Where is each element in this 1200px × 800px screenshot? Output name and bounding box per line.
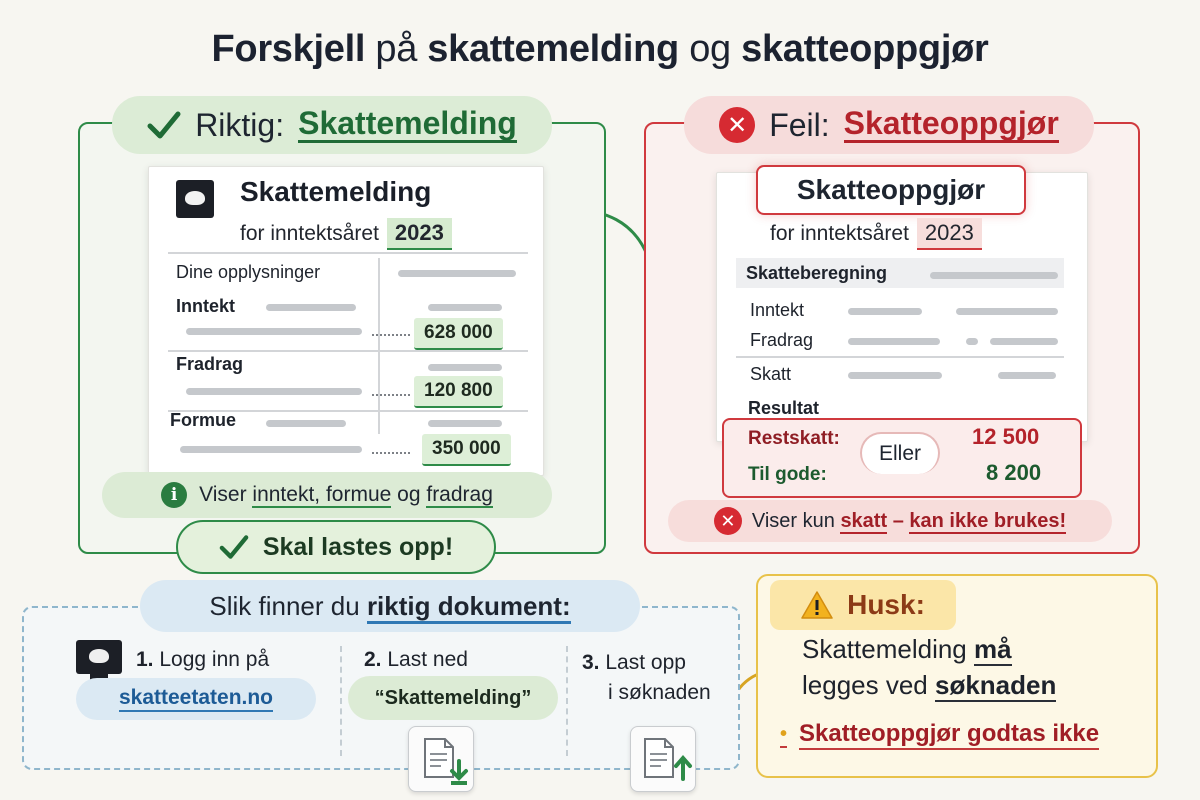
value-formue: 350 000	[422, 434, 511, 466]
restskatt-value: 12 500	[972, 424, 1040, 449]
row-label-skatt: Skatt	[750, 364, 792, 384]
section-label: Skatteberegning	[746, 263, 888, 283]
step-divider	[340, 646, 342, 756]
placeholder-line	[990, 338, 1058, 345]
checkmark-icon	[147, 110, 181, 140]
placeholder-line	[180, 446, 362, 453]
correct-header	[112, 96, 552, 154]
placeholder-line	[848, 308, 922, 315]
year-badge: 2023	[387, 218, 452, 250]
doc-column-divider	[378, 258, 380, 434]
skatteoppgjor-doc-subtitle: for inntektsåret 2023	[770, 218, 982, 250]
close-circle-icon: ✕	[714, 507, 742, 535]
row-label-inntekt: Inntekt	[176, 296, 236, 316]
skattemelding-doc-title: Skattemelding	[240, 176, 432, 207]
placeholder-line	[848, 372, 942, 379]
steps-header: Slik finner du riktig dokument:	[140, 580, 640, 632]
row-label-formue: Formue	[170, 410, 237, 430]
skatteetaten-logo-icon	[176, 180, 214, 218]
checkmark-icon	[219, 534, 249, 560]
skatteoppgjor-doc-title: Skatteoppgjør	[756, 165, 1026, 215]
or-label: Eller	[860, 432, 940, 474]
reminder-bullet: • Skatteoppgjør godtas ikke	[780, 720, 1099, 750]
doc-divider	[736, 356, 1064, 358]
info-icon: i	[161, 482, 187, 508]
step-2-text: 2. Last ned	[364, 648, 468, 671]
placeholder-line	[930, 272, 1058, 279]
placeholder-line	[266, 304, 356, 311]
step-divider	[566, 646, 568, 756]
dotted-leader	[372, 452, 410, 454]
reminder-header: Husk:	[770, 580, 956, 630]
document-name-badge: “Skattemelding”	[348, 676, 558, 720]
skattemelding-doc-subtitle: for inntektsåret 2023	[240, 218, 452, 250]
close-circle-icon: ✕	[719, 107, 755, 143]
placeholder-line	[266, 420, 346, 427]
placeholder-line	[186, 388, 362, 395]
doc-divider	[168, 252, 528, 254]
placeholder-line	[428, 304, 502, 311]
placeholder-line	[428, 420, 502, 427]
placeholder-line	[398, 270, 516, 277]
bullet-dot-icon: •	[780, 723, 787, 748]
download-file-icon	[408, 726, 474, 792]
skatteetaten-link[interactable]: skatteetaten.no	[76, 678, 316, 720]
wrong-prefix: Feil:	[769, 106, 830, 143]
correct-prefix: Riktig:	[195, 106, 285, 143]
wrong-header	[684, 96, 1094, 154]
warning-note: ✕ Viser kun skatt – kan ikke brukes!	[668, 500, 1112, 542]
doc-divider	[168, 350, 528, 352]
info-note: i Viser inntekt, formue og fradrag	[102, 472, 552, 518]
row-label-fradrag: Fradrag	[176, 354, 244, 374]
section-label: Dine opplysninger	[176, 262, 321, 282]
dotted-leader	[372, 334, 410, 336]
computer-monitor-icon	[76, 640, 122, 674]
restskatt-label: Restskatt:	[748, 428, 840, 449]
row-label-inntekt: Inntekt	[750, 300, 805, 320]
placeholder-line	[956, 308, 1058, 315]
upload-file-icon	[630, 726, 696, 792]
value-inntekt: 628 000	[414, 318, 503, 350]
placeholder-line	[998, 372, 1056, 379]
tilgode-value: 8 200	[986, 460, 1042, 485]
placeholder-line	[848, 338, 940, 345]
wrong-name: Skatteoppgjør	[844, 107, 1059, 144]
result-label: Resultat	[748, 398, 820, 418]
row-label-fradrag: Fradrag	[750, 330, 814, 350]
should-upload-badge: Skal lastes opp!	[176, 520, 496, 574]
step-3-text: 3. Last opp i søknaden	[582, 651, 711, 705]
correct-name: Skattemelding	[298, 107, 517, 144]
year-badge: 2023	[917, 218, 982, 250]
placeholder-line	[966, 338, 978, 345]
step-1-text: 1. Logg inn på	[136, 648, 270, 671]
page-title: Forskjell på skattemelding og skatteoppgjør	[211, 28, 989, 70]
placeholder-line	[186, 328, 362, 335]
placeholder-line	[428, 364, 502, 371]
reminder-text: Skattemelding må legges ved søknaden	[802, 634, 1057, 700]
value-fradrag: 120 800	[414, 376, 503, 408]
tilgode-label: Til gode:	[748, 464, 827, 485]
warning-triangle-icon	[801, 590, 833, 620]
dotted-leader	[372, 394, 410, 396]
